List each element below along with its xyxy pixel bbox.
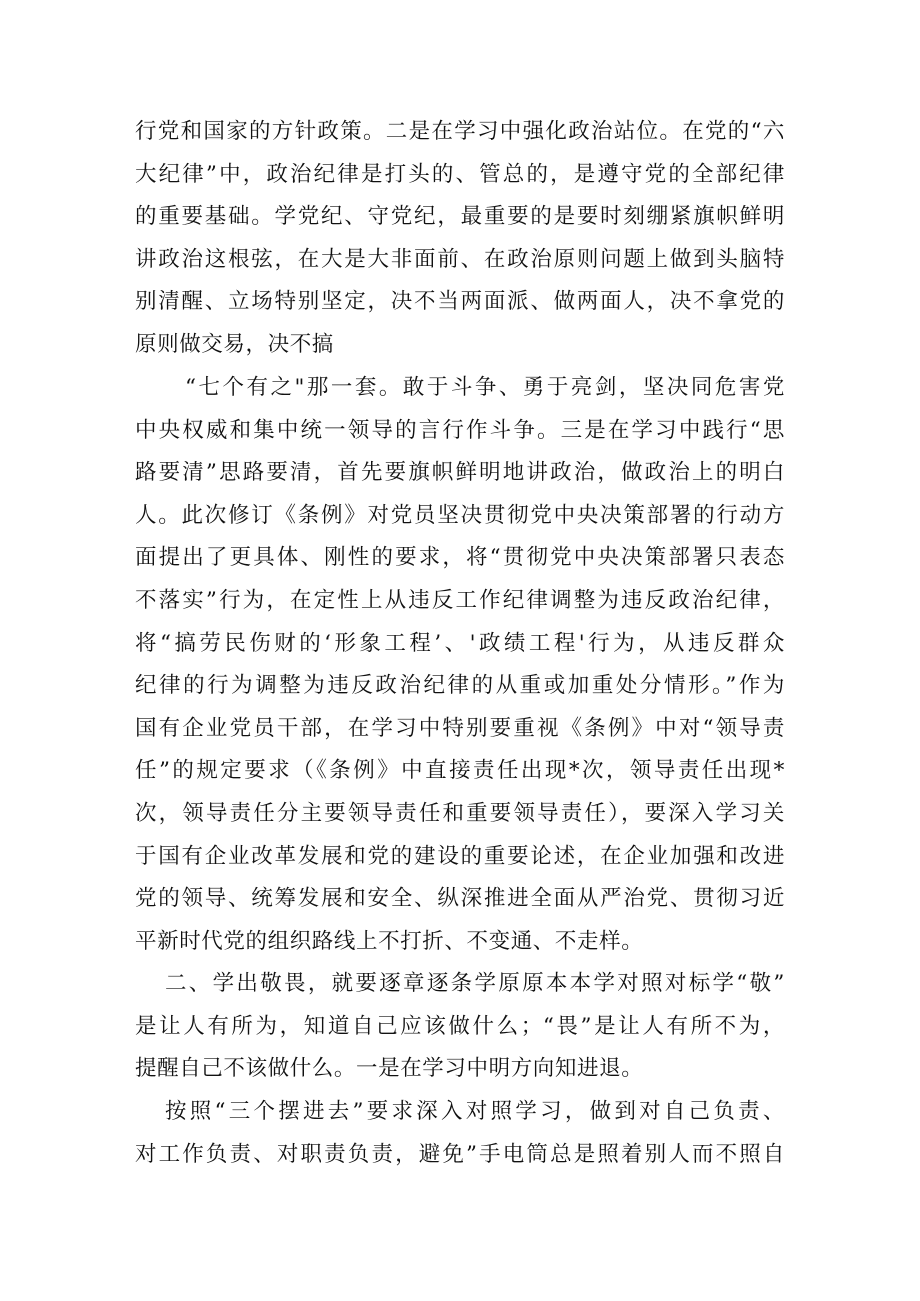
text-line: 按照“三个摆进去”要求深入对照学习，做到对自己负责、 — [165, 1099, 785, 1124]
text-line: 对工作负责、对职责负责，避免”手电筒总是照着别人而不照自 — [135, 1141, 785, 1167]
text-line: 党的领导、统筹发展和安全、纵深推进全面从严治党、贯彻习近 — [135, 886, 785, 912]
text-line: 的重要基础。学党纪、守党纪，最重要的是要时刻绷紧旗帜鲜明 — [135, 204, 785, 230]
text-line: 面提出了更具体、刚性的要求，将“贯彻党中央决策部署只表态 — [135, 545, 785, 571]
paragraph-1 — [135, 111, 785, 367]
text-line: 别清醒、立场特别坚定，决不当两面派、做两面人，决不拿党的 — [135, 289, 785, 315]
text-line: 二、学出敬畏，就要逐章逐条学原原本本学对照对标学“敬” — [165, 971, 785, 996]
text-line: 是让人有所为，知道自己应该做什么；“畏”是让人有所不为， — [135, 1013, 785, 1039]
text-line: 国有企业党员干部，在学习中特别要重视《条例》中对“领导责 — [135, 715, 785, 741]
text-line: 不落实”行为，在定性上从违反工作纪律调整为违反政治纪律， — [135, 587, 785, 613]
text-line: 提醒自己不该做什么。一是在学习中明方向知进退。 — [135, 1056, 644, 1082]
text-line: 讲政治这根弦，在大是大非面前、在政治原则问题上做到头脑特 — [135, 246, 785, 272]
paragraph-4 — [135, 1091, 785, 1176]
text-line: 行党和国家的方针政策。二是在学习中强化政治站位。在党的“六 — [135, 119, 785, 144]
paragraph-2 — [135, 367, 785, 963]
text-line: 人。此次修订《条例》对党员坚决贯彻党中央决策部署的行动方 — [135, 502, 785, 528]
text-line: “七个有之"那一套。敢于斗争、勇于亮剑，坚决同危害党 — [185, 375, 785, 400]
text-line: 将“搞劳民伤财的‘形象工程’、'政绩工程'行为，从违反群众 — [135, 630, 785, 656]
text-line: 纪律的行为调整为违反政治纪律的从重或加重处分情形。”作为 — [135, 673, 785, 699]
text-line: 于国有企业改革发展和党的建设的重要论述，在企业加强和改进 — [135, 843, 785, 869]
paragraph-3 — [135, 963, 785, 1091]
text-line: 任”的规定要求（《条例》中直接责任出现*次，领导责任出现* — [135, 758, 785, 784]
text-line: 平新时代党的组织路线上不打折、不变通、不走样。 — [135, 928, 644, 954]
text-line: 中央权威和集中统一领导的言行作斗争。三是在学习中践行“思 — [135, 417, 785, 443]
text-line: 原则做交易，决不搞 — [135, 331, 334, 357]
text-line: 路要清”思路要清，首先要旗帜鲜明地讲政治，做政治上的明白 — [135, 460, 785, 486]
text-line: 次，领导责任分主要领导责任和重要领导责任），要深入学习关 — [135, 800, 785, 826]
text-line: 大纪律”中，政治纪律是打头的、管总的，是遵守党的全部纪律 — [135, 161, 785, 187]
